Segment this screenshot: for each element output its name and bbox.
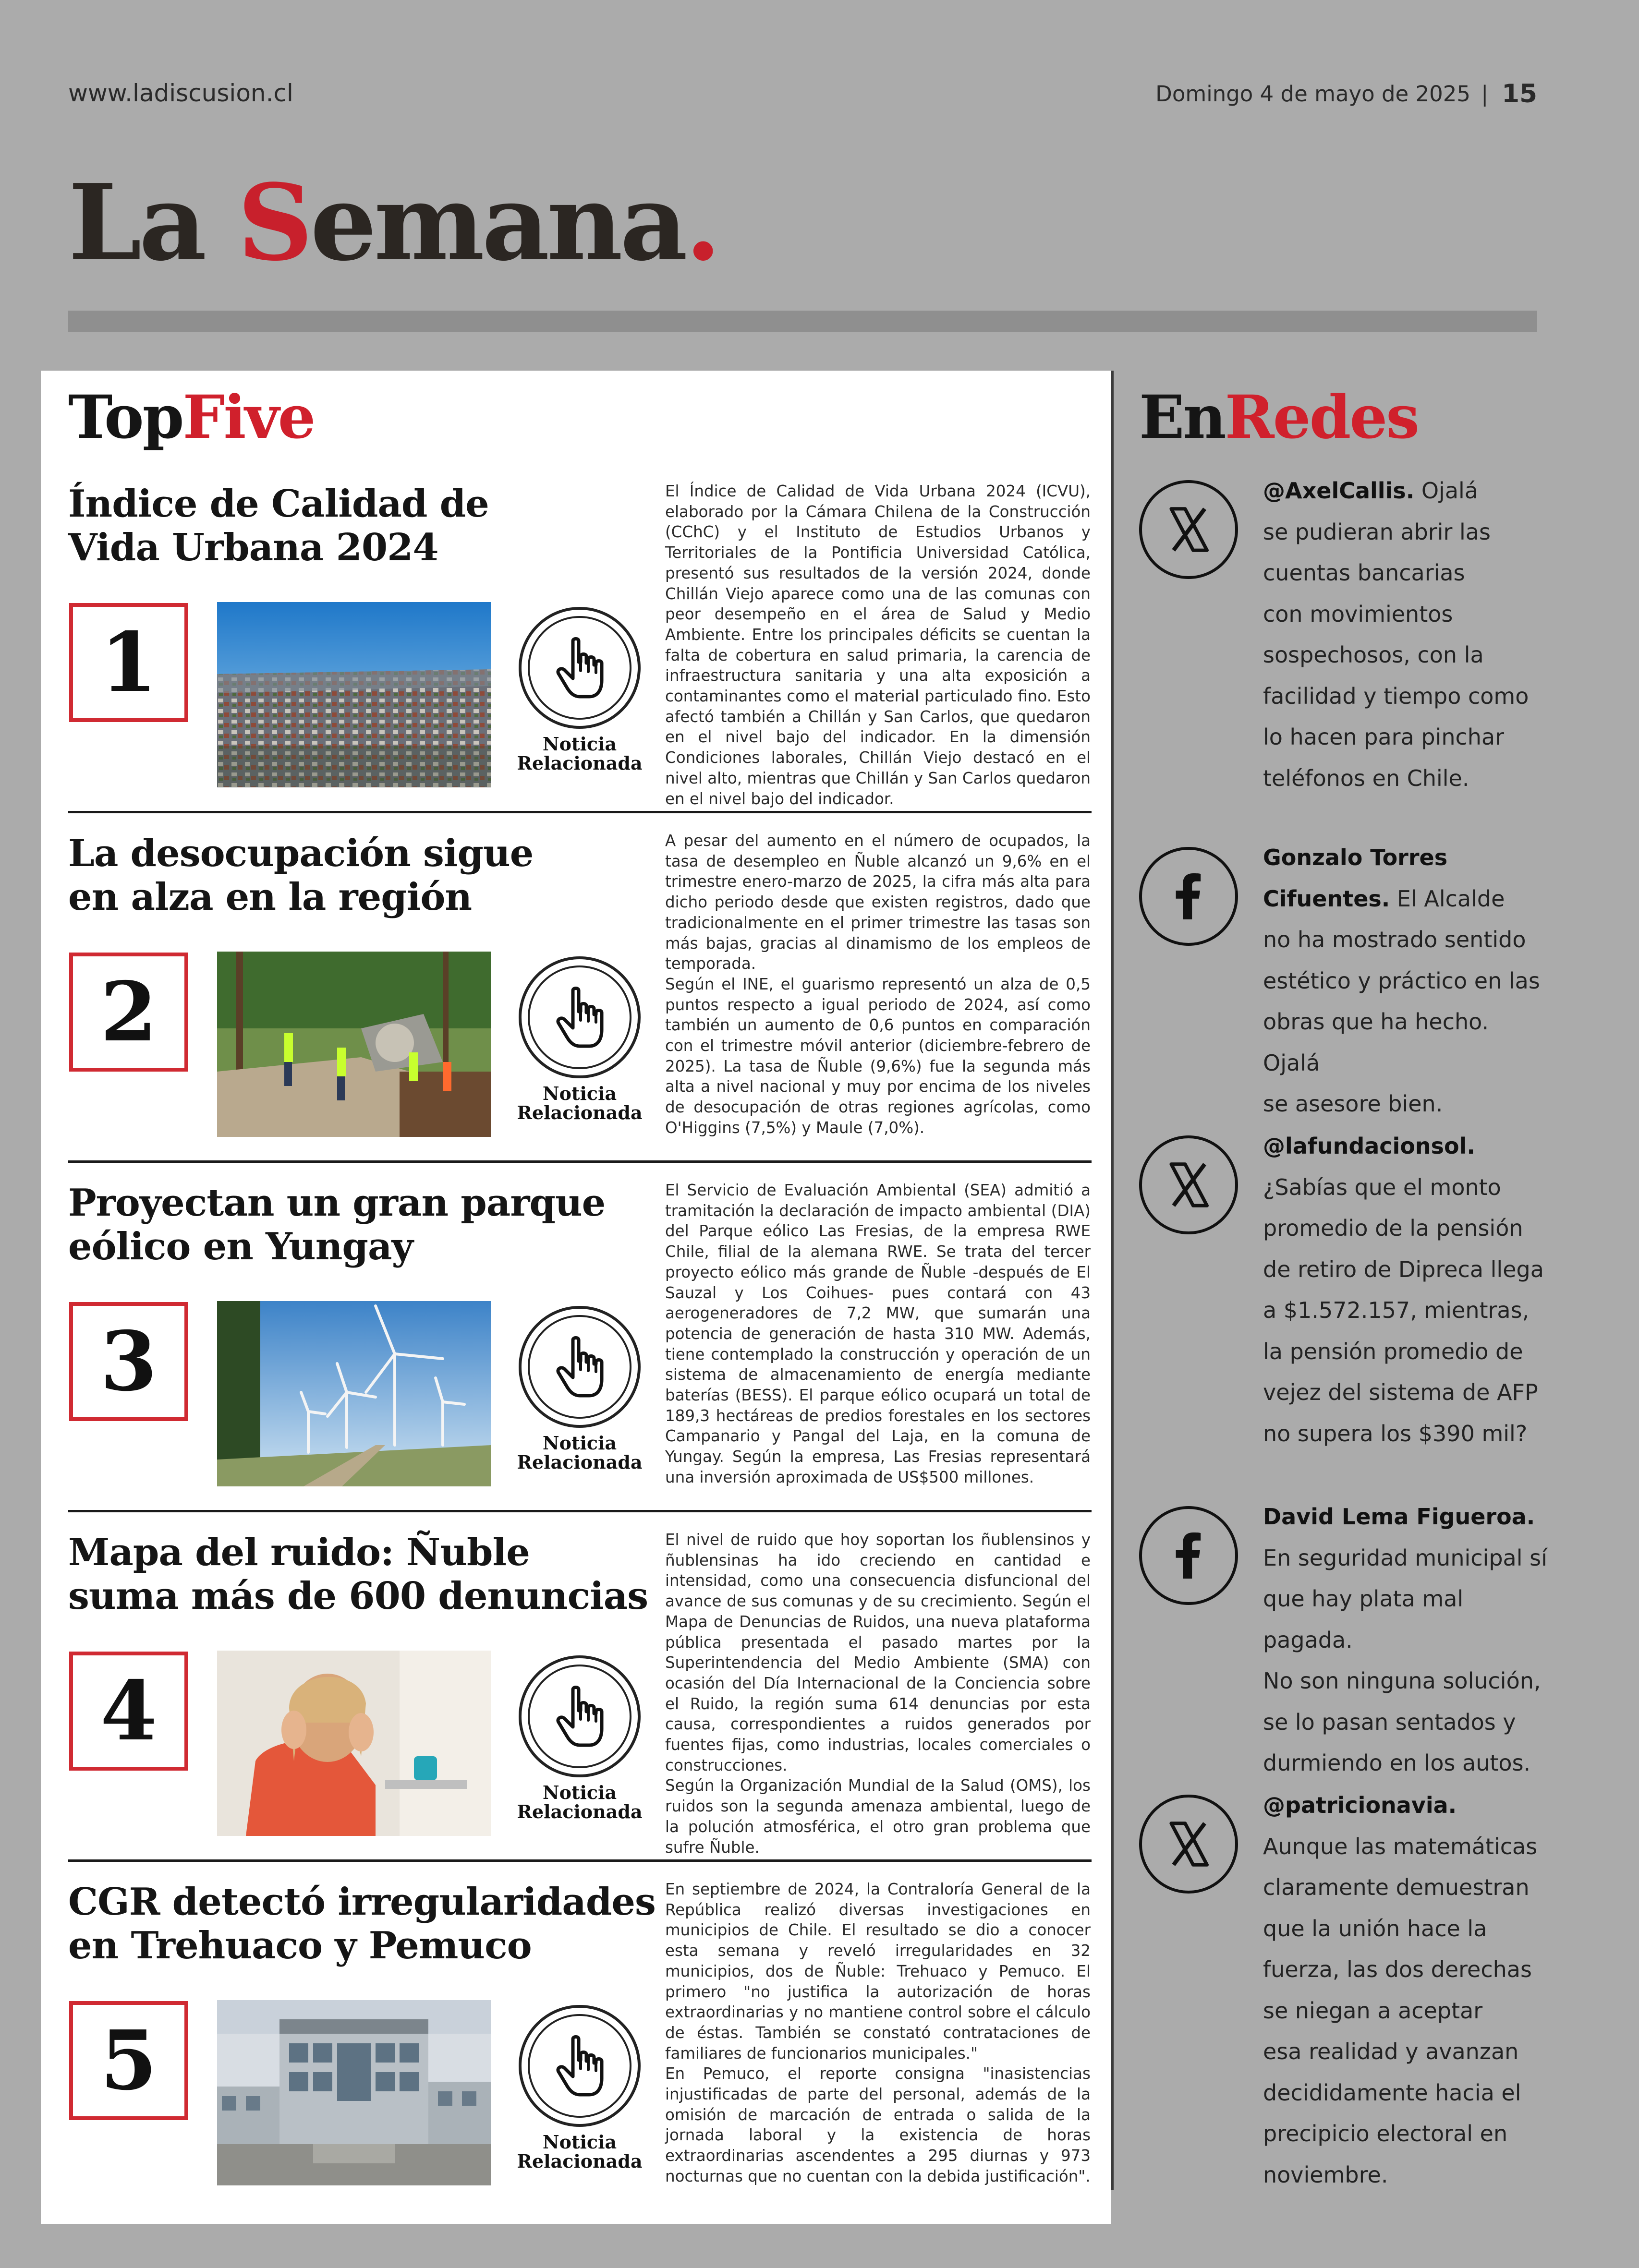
topfive-story-2: [68, 825, 1092, 1174]
topfive-story-4: [68, 1524, 1092, 1873]
post-author[interactable]: @patricionavia.: [1263, 1792, 1457, 1818]
post-author[interactable]: David Lema Figueroa.: [1263, 1504, 1535, 1530]
topfive-title: TopFive: [68, 383, 315, 452]
story-body: El Índice de Calidad de Vida Urbana 2024 (ICVU), elaborado por la Cámara Chilena de la Construcción (CChC) y el Instituto de Estudios Urbanos y Territoriales de la Pontificia Universidad Católica, presentó sus resultados de la versión 2024, donde Chillán Viejo aparece como una de las comunas con peor desempeño en el área de Salud y Medio Ambiente. Entre los principales déficits se cuentan la falta de cobertura en salud primaria, la carencia de infraestructura sanitaria y una alta exposición a contaminantes como el material particulado fino. Esto afectó también a Chillán y San Carlos, que quedaron en el nivel bajo del indicador. En la dimensión Condiciones laborales, Chillán Viejo destacó en el nivel alto, mientras que Chillán y San Carlos quedaron en el nivel bajo del indicador.: [665, 482, 1091, 808]
story-headline[interactable]: Mapa del ruido: Ñuble suma más de 600 denuncias: [68, 1531, 648, 1618]
section-masthead: La Semana.: [68, 161, 719, 284]
related-news-button[interactable]: [519, 1655, 641, 1777]
pointing-hand-icon: [551, 984, 608, 1051]
related-news-label[interactable]: Noticia Relacionada: [517, 2131, 643, 2172]
rank-number: 5: [69, 2001, 188, 2120]
story-divider: [68, 811, 1092, 813]
story-divider: [68, 1510, 1092, 1512]
story-headline[interactable]: CGR detectó irregularidades en Trehuaco y Pemuco: [68, 1880, 656, 1967]
column-divider: [1111, 371, 1114, 2190]
story-headline[interactable]: Proyectan un gran parque eólico en Yungay: [68, 1181, 606, 1268]
post-text: David Lema Figueroa. En seguridad municipal sí que hay plata mal pagada. No son ninguna solución, se lo pasan sentados y durmiendo en los autos.: [1263, 1504, 1547, 1776]
related-news-label[interactable]: Noticia Relacionada: [517, 1782, 643, 1822]
x-icon[interactable]: [1139, 1795, 1238, 1894]
post-author[interactable]: Gonzalo Torres: [1263, 844, 1448, 870]
topfive-story-5: [68, 1873, 1092, 2223]
topfive-story-3: [68, 1174, 1092, 1524]
rank-number: 1: [69, 603, 188, 722]
story-divider: [68, 1160, 1092, 1163]
x-icon[interactable]: [1139, 480, 1238, 579]
post-text: @patricionavia. Aunque las matemáticas claramente demuestran que la unión hace la fuerza, las dos derechas se niegan a aceptar esa realidad y avanzan decididamente hacia el precipicio electoral en noviembre.: [1263, 1792, 1538, 2188]
post-text: Gonzalo Torres Cifuentes. El Alcalde no ha mostrado sentido estético y práctico en las obras que ha hecho. Ojalá se asesore bien.: [1263, 844, 1540, 1117]
topfive-story-1: [68, 475, 1092, 825]
related-news-button[interactable]: [519, 2005, 641, 2127]
aerial-city-photo: [217, 602, 491, 787]
story-body: El nivel de ruido que hoy soportan los ñublensinos y ñublensinas ha ido creciendo en cantidad e intensidad, como una consecuencia disfuncional del avance de sus comunas y de su crecimiento. Según el Mapa de Denuncias de Ruidos, una nueva plataforma pública presentada el pasado martes por la Superintendencia del Medio Ambiente (SMA) con ocasión del Día Internacional de la Conciencia sobre el Ruido, la región suma 614 denuncias por esta causa, correspondientes a ruidos generados por fuentes fijas, como industrias, locales comerciales o construcciones. Según la Organización Mundial de la Salud (OMS), los ruidos son la segunda amenaza ambiental, luego de la polución atmosférica, el otro gran problema que sufre Ñuble.: [665, 1531, 1091, 1857]
story-body: El Servicio de Evaluación Ambiental (SEA) admitió a tramitación la declaración de impacto ambiental (DIA) del Parque eólico Las Fresias, de la empresa RWE Chile, filial de la alemana RWE. Se trata del tercer proyecto eólico más grande de Ñuble -después de El Sauzal y Los Coihues- pues contará con 43 aerogeneradores de 7,2 MW, que sumarán una potencia de generación de hasta 310 MW. Además, tiene contemplado la construcción y operación de un sistema de almacenamiento de energía mediante baterías (BESS). El parque eólico ocupará un total de 189,3 hectáreas de predios forestales en los sectores Campanario y Pangal del Laja, en la comuna de Yungay. Según la empresa, Las Fresias representará una inversión aproximada de US$500 millones.: [665, 1181, 1091, 1486]
rank-number: 3: [69, 1302, 188, 1421]
post-text: @lafundacionsol. ¿Sabías que el monto promedio de la pensión de retiro de Dipreca llega a $1.572.157, mientras, la pensión promedio de vejez del sistema de AFP no supera los $390 mil?: [1263, 1133, 1544, 1447]
related-news-button[interactable]: [519, 956, 641, 1078]
post-author[interactable]: @lafundacionsol.: [1263, 1133, 1475, 1159]
wind-turbines-photo: [217, 1301, 491, 1486]
related-news-button[interactable]: [519, 607, 641, 729]
post-text: @AxelCallis. Ojalá se pudieran abrir las cuentas bancarias con movimientos sospechosos, con la facilidad y tiempo como lo hacen para pinchar teléfonos en Chile.: [1263, 478, 1529, 791]
x-icon[interactable]: [1139, 1135, 1238, 1234]
related-news-button[interactable]: [519, 1306, 641, 1428]
pointing-hand-icon: [551, 1683, 608, 1750]
story-headline[interactable]: Índice de Calidad de Vida Urbana 2024: [68, 482, 489, 569]
rank-number: 2: [69, 953, 188, 1072]
issue-date: Domingo 4 de mayo de 2025: [1155, 81, 1471, 107]
masthead-rule: [68, 311, 1537, 332]
pointing-hand-icon: [551, 1333, 608, 1400]
related-news-label[interactable]: Noticia Relacionada: [517, 733, 643, 774]
page-number: 15: [1502, 79, 1537, 109]
pointing-hand-icon: [551, 2032, 608, 2099]
related-news-label[interactable]: Noticia Relacionada: [517, 1432, 643, 1473]
pointing-hand-icon: [551, 634, 608, 701]
rank-number: 4: [69, 1652, 188, 1771]
woman-covering-ears-photo: [217, 1651, 491, 1836]
story-divider: [68, 1859, 1092, 1862]
facebook-icon[interactable]: [1139, 1506, 1238, 1605]
government-building-photo: [217, 2000, 491, 2185]
enredes-title: EnRedes: [1139, 383, 1419, 452]
construction-workers-photo: [217, 952, 491, 1137]
website-url[interactable]: www.ladiscusion.cl: [68, 79, 293, 107]
story-body: En septiembre de 2024, la Contraloría General de la República realizó diversas investigaciones en municipios de Chile. El resultado se dio a conocer esta semana y reveló irregularidades en 32 municipios, dos de Ñuble: Trehuaco y Pemuco. El primero "no justifica la autorización de horas extraordinarias y no mantiene control sobre el cálculo de éstas. También se constató contrataciones de familiares de funcionarios municipales." En Pemuco, el reporte consigna "inasistencias injustificadas de parte del personal, además de la omisión de marcación de entrada o salida de la jornada laboral y la existencia de horas extraordinarias ascendentes a 295 diurnas y 973 nocturnas que no cuentan con la debida justificación".: [665, 1880, 1091, 2185]
facebook-icon[interactable]: [1139, 847, 1238, 946]
story-body: A pesar del aumento en el número de ocupados, la tasa de desempleo en Ñuble alcanzó un 9,6% en el trimestre enero-marzo de 2025, la cifra más alta para dicho periodo desde que existen registros, dado que tradicionalmente en el primer trimestre las tasas son más bajas, gracias al dinamismo de los empleos de temporada. Según el INE, el guarismo representó un alza de 0,5 puntos respecto a igual periodo de 2024, así como también un aumento de 0,6 puntos en comparación con el trimestre móvil anterior (diciembre-febrero de 2025). La tasa de Ñuble (9,6%) fue la segunda más alta a nivel nacional y muy por encima de los niveles de desocupación de otras regiones agrícolas, como O'Higgins (7,5%) y Maule (7,0%).: [665, 832, 1091, 1137]
dateline: [1155, 79, 1537, 109]
post-author[interactable]: @AxelCallis.: [1263, 478, 1415, 504]
related-news-label[interactable]: Noticia Relacionada: [517, 1083, 643, 1123]
header-separator: |: [1481, 81, 1489, 107]
story-headline[interactable]: La desocupación sigue en alza en la región: [68, 832, 534, 919]
